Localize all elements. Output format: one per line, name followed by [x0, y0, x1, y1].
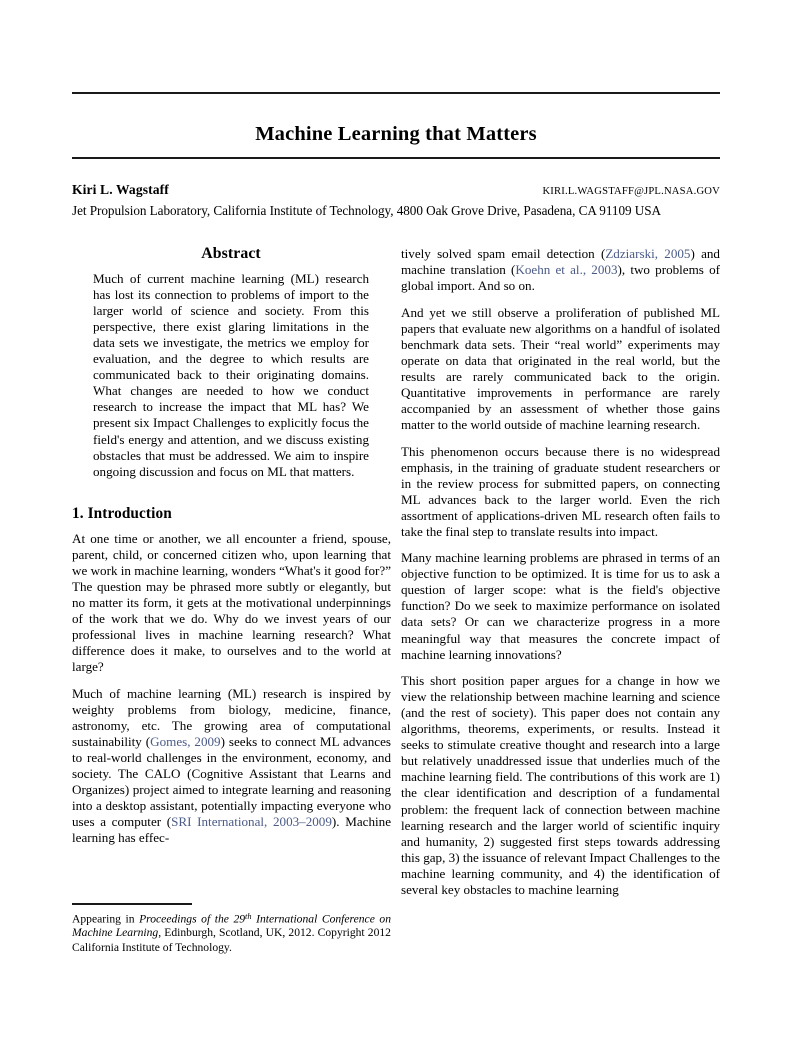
paragraph-text-part: ). Machine learning has effec-: [72, 814, 392, 846]
section-heading-introduction: 1. Introduction: [72, 504, 172, 522]
citation-link-zdziarski[interactable]: Zdziarski, 2005: [605, 246, 691, 261]
right-paragraph-3: This phenomenon occurs because there is no widespread emphasis, in the training of graduate student researchers or in the review process for submitted papers, on connecting ML advances back to the larger world. Even the rich assortment of applications-driven ML research often fails to take the final step to translate results into impact.: [401, 443, 720, 539]
paragraph-text-part: Much of machine learning (ML) research is inspired by weighty problems from biology, medicine, finance, astronomy, etc. The growing area of computational sustainability (: [72, 685, 391, 749]
author-row: [72, 182, 720, 198]
right-paragraph-5: This short position paper argues for a change in how we view the relationship between machine learning and science (and the rest of society). This paper does not contain any algorithms, theorems, experiments, or results. Instead it seeks to stimulate creative thought and research into a large but relatively unaddressed issue that underlies much of the machine learning field. The contributions of this work are 1) the clear identification and description of a fundamental problem: the frequent lack of connection between machine learning research and the larger world of scientific inquiry and humanity, 2) suggested first steps towards addressing this gap, 3) the issuance of relevant Impact Challenges to the machine learning community, and 4) the identification of several key obstacles to machine learning: [401, 673, 720, 897]
citation-link-sri-international[interactable]: SRI International, 2003–2009: [171, 814, 332, 829]
intro-paragraph-1: At one time or another, we all encounter a friend, spouse, parent, child, or concerned citizen who, upon learning that we work in machine learning, wonders “What's it good for?” The question may be phrased more subtly or elegantly, but no matter its form, it gets at the motivational underpinnings of the work that we do. Why do we invest years of our professional lives in machine learning research? What difference does it make, to ourselves and to the world at large?: [72, 530, 391, 675]
intro-paragraph-2: [72, 686, 391, 846]
footnote-italic-conference: International Conference on Machine Learning: [72, 912, 392, 940]
abstract-heading: Abstract: [201, 245, 261, 262]
abstract-text: Much of current machine learning (ML) research has lost its connection to problems of import to the larger world of science and society. From this perspective, there exist glaring limitations in the data sets we investigate, the metrics we employ for evaluation, and the degree to which results are communicated back to their originating domains. What changes are needed to how we conduct research to increase the impact that ML has? We present six Impact Challenges to explicitly focus the field's energy and attention, and we discuss existing obstacles that must be addressed. We aim to inspire ongoing discussion and focus on ML that matters.: [93, 271, 369, 479]
author-name: Kiri L. Wagstaff: [72, 182, 169, 197]
footnote-part: , Edinburgh, Scotland, UK, 2012. Copyright 2012 California Institute of Technology.: [72, 926, 391, 954]
footnote-block: [72, 903, 391, 955]
footnote-part: Appearing in: [72, 912, 140, 926]
footnote-ordinal-superscript: th: [245, 911, 252, 921]
paragraph-text-part: ), two problems of global import. And so on.: [401, 262, 720, 294]
author-block: [72, 182, 720, 219]
citation-link-gomes[interactable]: Gomes, 2009: [150, 733, 221, 749]
right-paragraph-1: [401, 246, 720, 294]
footnote-separator-rule: [72, 903, 192, 905]
header-bottom-rule: [72, 157, 720, 159]
left-column: [72, 246, 391, 846]
right-column: [401, 246, 720, 898]
author-email: KIRI.L.WAGSTAFF@JPL.NASA.GOV: [542, 186, 720, 197]
footnote-text: [72, 910, 391, 955]
footnote-italic-proceedings: Proceedings of the 29: [139, 912, 246, 926]
paragraph-text-part: ) seeks to connect ML advances to real-world challenges in the environment, economy, and society. The CALO (Cognitive Assistant that Learns and Organizes) project aimed to integrate learning and reasoning into a desktop assistant, potentially impacting everyone who uses a computer (: [72, 733, 391, 829]
right-paragraph-2: And yet we still observe a proliferation of published ML papers that evaluate new algorithms on a handful of isolated benchmark data sets. Their “real world” experiments may operate on data that originated in the real world, but the results are rarely communicated back to the origin. Quantitative improvements in performance are rarely accompanied by an assessment of whether those gains matter to the world outside of machine learning research.: [401, 304, 720, 432]
abstract-block: [72, 246, 391, 480]
page-title: Machine Learning that Matters: [255, 122, 537, 145]
citation-link-koehn[interactable]: Koehn et al., 2003: [515, 262, 618, 278]
paragraph-text-part: ) and machine translation (: [401, 246, 720, 278]
right-paragraph-4: Many machine learning problems are phrased in terms of an objective function to be optimized. It is time for us to ask a question of larger scope: what is the field's objective function? Do we seek to maximize performance on isolated data sets? Or can we characterize progress in a more meaningful way that measures the concrete impact of machine learning innovations?: [401, 550, 720, 662]
paragraph-text-part: tively solved spam email detection (: [401, 246, 606, 261]
author-affiliation: Jet Propulsion Laboratory, California Institute of Technology, 4800 Oak Grove Drive, Pasadena, CA 91109 USA: [72, 203, 662, 218]
header-top-rule: [72, 92, 720, 94]
